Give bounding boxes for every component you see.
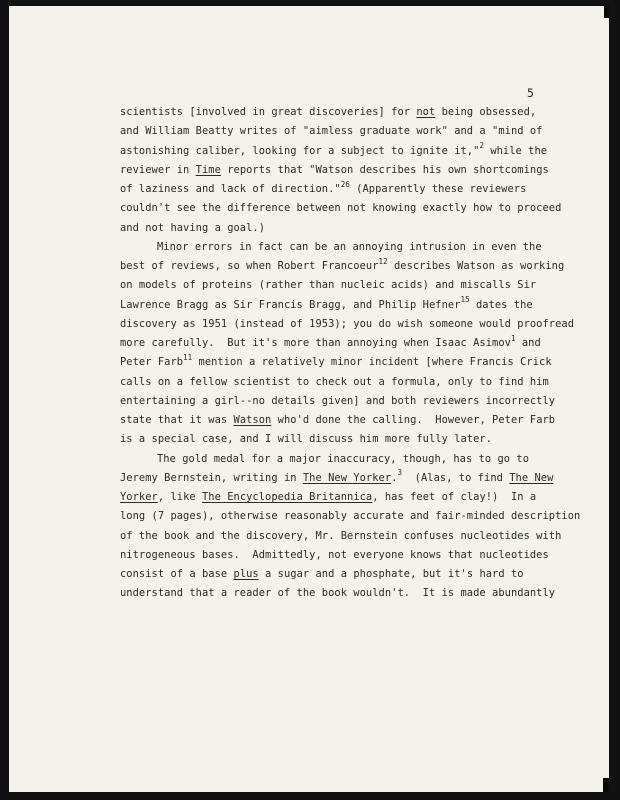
text-segment: The gold medal for a major inaccuracy, though, has to go to bbox=[157, 452, 530, 465]
text-segment: best of reviews, so when Robert Francoeur bbox=[120, 260, 379, 272]
text-segment: Peter Farb bbox=[120, 356, 184, 369]
text-line bbox=[120, 142, 570, 161]
text-line bbox=[120, 392, 570, 411]
footnote-ref: 12 bbox=[378, 256, 388, 266]
text-segment: , like bbox=[157, 491, 202, 503]
text-segment: of laziness and lack of direction." bbox=[120, 183, 341, 195]
text-segment: and William Beatty writes of "aimless graduate work" and a "mind of bbox=[120, 125, 543, 138]
text-line bbox=[120, 507, 581, 526]
text-segment: is a special case, and I will discuss him more fully later. bbox=[120, 433, 493, 446]
text-segment: , has feet of clay!) In a bbox=[372, 491, 537, 503]
text-line bbox=[120, 353, 570, 372]
text-segment: understand that a reader of the book wouldn't. It is made abundantly bbox=[120, 587, 556, 600]
underlined-text: The Encyclopedia Britannica bbox=[201, 491, 373, 503]
text-line bbox=[120, 411, 570, 430]
text-segment: couldn't see the difference between not knowing exactly how to proceed bbox=[120, 202, 562, 215]
footnote-ref: 1 bbox=[510, 333, 516, 343]
footnote-ref: 26 bbox=[340, 179, 350, 189]
text-line bbox=[120, 122, 570, 141]
text-line bbox=[120, 315, 575, 334]
text-segment: long (7 pages), otherwise reasonably accurate and fair-minded description bbox=[120, 510, 581, 523]
text-segment: reviewer in bbox=[120, 163, 196, 176]
underlined-text: plus bbox=[233, 568, 259, 580]
text-line bbox=[120, 257, 570, 276]
underlined-text: The New Yorker bbox=[302, 471, 392, 484]
text-line bbox=[120, 546, 570, 565]
text-segment: and bbox=[515, 337, 541, 349]
text-segment: who'd done the calling. However, Peter Farb bbox=[271, 414, 556, 426]
text-segment: on models of proteins (rather than nucleic acids) and miscalls Sir bbox=[120, 279, 537, 292]
underlined-text: Time bbox=[195, 163, 221, 176]
text-segment: consist of a base bbox=[120, 568, 234, 580]
page-number: 5 bbox=[527, 86, 534, 100]
text-segment: nitrogeneous bases. Admittedly, not everyone knows that nucleotides bbox=[120, 548, 549, 561]
text-segment: more carefully. But it's more than annoying when Isaac Asimov bbox=[120, 337, 511, 349]
text-segment: dates the bbox=[469, 298, 533, 311]
text-segment: Minor errors in fact can be an annoying intrusion in even the bbox=[157, 240, 542, 253]
text-line bbox=[120, 103, 570, 122]
underlined-text: The New bbox=[509, 471, 554, 484]
text-segment: being obsessed, bbox=[435, 106, 537, 118]
text-line bbox=[120, 296, 570, 315]
text-line bbox=[120, 584, 570, 603]
text-line bbox=[120, 199, 570, 218]
text-line bbox=[120, 430, 570, 449]
underlined-text: Yorker bbox=[120, 491, 158, 503]
text-line bbox=[120, 238, 570, 257]
scan-corner bbox=[603, 778, 609, 792]
text-segment: of the book and the discovery, Mr. Bernstein confuses nucleotides with bbox=[120, 529, 562, 542]
text-segment: calls on a fellow scientist to check out a formula, only to find him bbox=[120, 375, 549, 388]
underlined-text: Watson bbox=[233, 414, 272, 426]
text-segment: (Alas, to find bbox=[402, 471, 510, 484]
text-line bbox=[120, 373, 570, 392]
text-line bbox=[120, 450, 570, 469]
underlined-text: not bbox=[416, 106, 436, 118]
footnote-ref: 3 bbox=[397, 468, 403, 478]
text-line bbox=[120, 334, 570, 353]
text-line bbox=[120, 219, 570, 238]
text-segment: discovery as 1951 (instead of 1953); you do wish someone would proofread bbox=[120, 317, 575, 330]
text-line bbox=[120, 276, 570, 295]
text-segment: and not having a goal.) bbox=[120, 221, 266, 234]
text-segment: . bbox=[391, 471, 398, 484]
footnote-ref: 15 bbox=[460, 295, 470, 305]
text-segment: Jeremy Bernstein, writing in bbox=[120, 471, 303, 484]
scan-corner bbox=[604, 6, 609, 18]
text-segment: (Apparently these reviewers bbox=[349, 183, 527, 195]
text-segment: state that it was bbox=[120, 414, 234, 426]
footnote-ref: 11 bbox=[183, 352, 193, 362]
text-segment: describes Watson as working bbox=[387, 260, 565, 272]
text-segment: while the bbox=[484, 144, 548, 157]
text-segment: reports that "Watson describes his own shortcomings bbox=[220, 163, 549, 176]
footnote-ref: 2 bbox=[479, 141, 485, 151]
text-segment: a sugar and a phosphate, but it's hard to bbox=[258, 568, 524, 580]
text-line bbox=[120, 527, 570, 546]
text-line bbox=[120, 161, 570, 180]
text-segment: scientists [involved in great discoveries] for bbox=[120, 106, 417, 118]
text-segment: astonishing caliber, looking for a subject to ignite it," bbox=[120, 144, 480, 157]
text-line bbox=[120, 180, 570, 199]
text-line bbox=[120, 488, 570, 507]
typed-body bbox=[120, 103, 581, 604]
text-segment: mention a relatively minor incident [where Francis Crick bbox=[192, 356, 552, 369]
text-segment: entertaining a girl--no details given] and both reviewers incorrectly bbox=[120, 394, 556, 407]
text-line bbox=[120, 469, 570, 488]
typed-page bbox=[9, 6, 609, 792]
text-line bbox=[120, 565, 570, 584]
text-segment: Lawrence Bragg as Sir Francis Bragg, and Philip Hefner bbox=[120, 298, 461, 311]
